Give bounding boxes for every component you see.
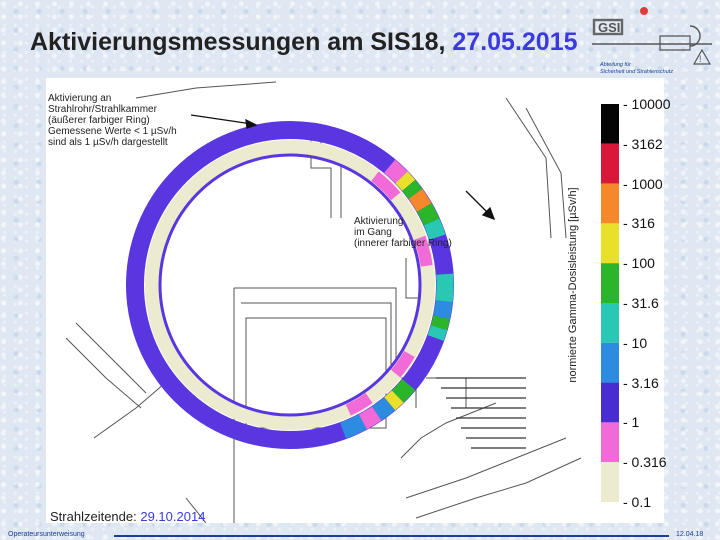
annotation-inner-line: im Gang [354,227,392,238]
slide-title-date: 27.05.2015 [452,28,578,56]
annotation-outer-line: sind als 1 µSv/h dargestellt [48,137,168,148]
colorbar-block [601,343,619,383]
ring-segment [398,385,409,397]
beam-end-text: Strahlzeitende: [50,509,137,524]
department-text [600,62,718,76]
beam-end-date: 29.10.2014 [140,509,206,524]
colorbar-title: normierte Gamma-Dosisleistung [µSv/h] [567,187,579,383]
ring-segment [409,185,416,194]
colorbar-tick-label: - 31.6 [623,295,659,311]
annotation-outer-line: Strahlrohr/Strahlkammer [48,104,157,115]
footer-divider [114,535,669,537]
colorbar-tick-label: - 10000 [623,96,671,112]
ring-segment [442,301,445,317]
colorbar-tick-label: - 0.1 [623,494,652,510]
colorbar-tick-label: - 316 [623,215,655,232]
colorbar-block [601,144,619,184]
colorbar-tick-label: - 1 [623,414,640,431]
colorbar [601,104,619,502]
ring-segment [343,422,363,431]
department-line-2: Sicherheit und Strahlenschutz [600,69,674,75]
annotation-inner-line: Aktivierung [354,216,404,227]
ring-segment [444,274,445,301]
colorbar-block [601,263,619,303]
ring-segment [390,166,402,177]
department-line-1: Abteilung für [600,62,631,68]
slide-title-text: Aktivierungsmessungen am SIS18, [30,28,446,56]
colorbar-block [601,462,619,502]
colorbar-tick-label: - 100 [623,255,655,272]
ring-segment [439,317,442,327]
ring-segment [390,396,398,403]
slide-title [30,28,578,57]
ring-segment [363,414,377,422]
footer-left: Operateursunterweisung [8,531,85,538]
footer-date: 12.04.18 [676,531,704,538]
colorbar-tick-label: - 0.316 [623,454,667,471]
colorbar-block [601,184,619,224]
logo-text: GSI [598,20,621,35]
ring-inner-line [160,155,420,415]
annotation-outer-line: Gemessene Werte < 1 µSv/h [48,126,177,137]
colorbar-block [601,422,619,462]
svg-text:!: ! [699,54,702,64]
colorbar-block [601,104,619,144]
colorbar-block [601,303,619,343]
colorbar-tick-label: - 3162 [623,135,663,152]
ring-segment [415,194,424,208]
colorbar-block [601,223,619,263]
annotation-outer-line: (äußerer farbiger Ring) [48,115,150,126]
colorbar-tick-label: - 3.16 [623,374,659,391]
beam-end-label [50,509,205,524]
ring-segment [436,328,439,338]
annotation-outer-ring [48,93,177,148]
ring-segment [401,177,408,185]
colorbar-tick-label: - 10 [623,334,648,351]
annotation-outer-line: Aktivierung an [48,93,112,104]
ring-segment [377,404,390,414]
annotation-inner-ring [354,216,452,249]
annotation-inner-line: (innerer farbiger Ring) [354,238,452,249]
activation-map [46,78,671,524]
colorbar-tick-label: - 1000 [623,175,663,192]
hall-beamlines [436,378,526,448]
colorbar-block [601,383,619,423]
